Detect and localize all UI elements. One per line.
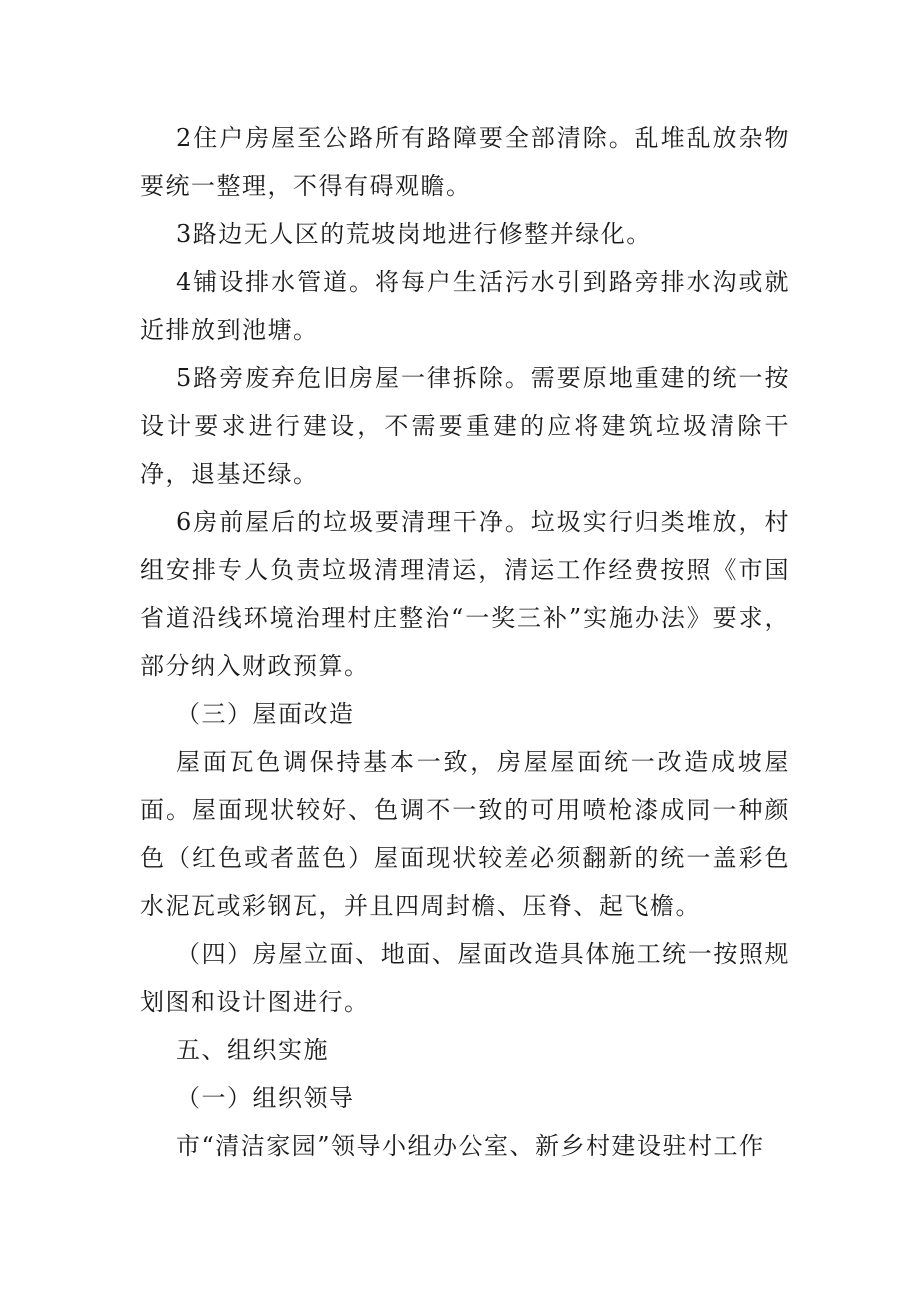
paragraph-item-4: 4铺设排水管道。将每户生活污水引到路旁排水沟或就近排放到池塘。	[140, 268, 790, 344]
section-heading-implementation: 五、组织实施	[176, 1036, 329, 1064]
paragraph-item-2: 2住户房屋至公路所有路障要全部清除。乱堆乱放杂物要统一整理，不得有碍观瞻。	[140, 124, 790, 200]
paragraph-item-6: 6房前屋后的垃圾要清理干净。垃圾实行归类堆放，村组安排专人负责垃圾清理清运，清运工作经费按照《市国省道沿线环境治理村庄整治“一奖三补”实施办法》要求，部分纳入财政预算。	[140, 508, 790, 680]
paragraph-item-3: 3路边无人区的荒坡岗地进行修整并绿化。	[176, 220, 652, 248]
paragraph-roof-details: 屋面瓦色调保持基本一致，房屋屋面统一改造成坡屋面。屋面现状较好、色调不一致的可用喷枪漆成同一种颜色（红色或者蓝色）屋面现状较差必须翻新的统一盖彩色水泥瓦或彩钢瓦，并且四周封檐、压脊、起飞檐。	[140, 748, 790, 920]
section-heading-roof: （三）屋面改造	[176, 700, 355, 728]
section-heading-leadership: （一）组织领导	[176, 1084, 355, 1112]
paragraph-leadership: 市“清洁家园”领导小组办公室、新乡村建设驻村工作	[176, 1132, 765, 1160]
paragraph-item-5: 5路旁废弃危旧房屋一律拆除。需要原地重建的统一按设计要求进行建设，不需要重建的应将建筑垃圾清除干净，退基还绿。	[140, 364, 790, 488]
document-body	[140, 114, 790, 1170]
section-heading-facade: （四）房屋立面、地面、屋面改造具体施工统一按照规划图和设计图进行。	[140, 940, 790, 1016]
